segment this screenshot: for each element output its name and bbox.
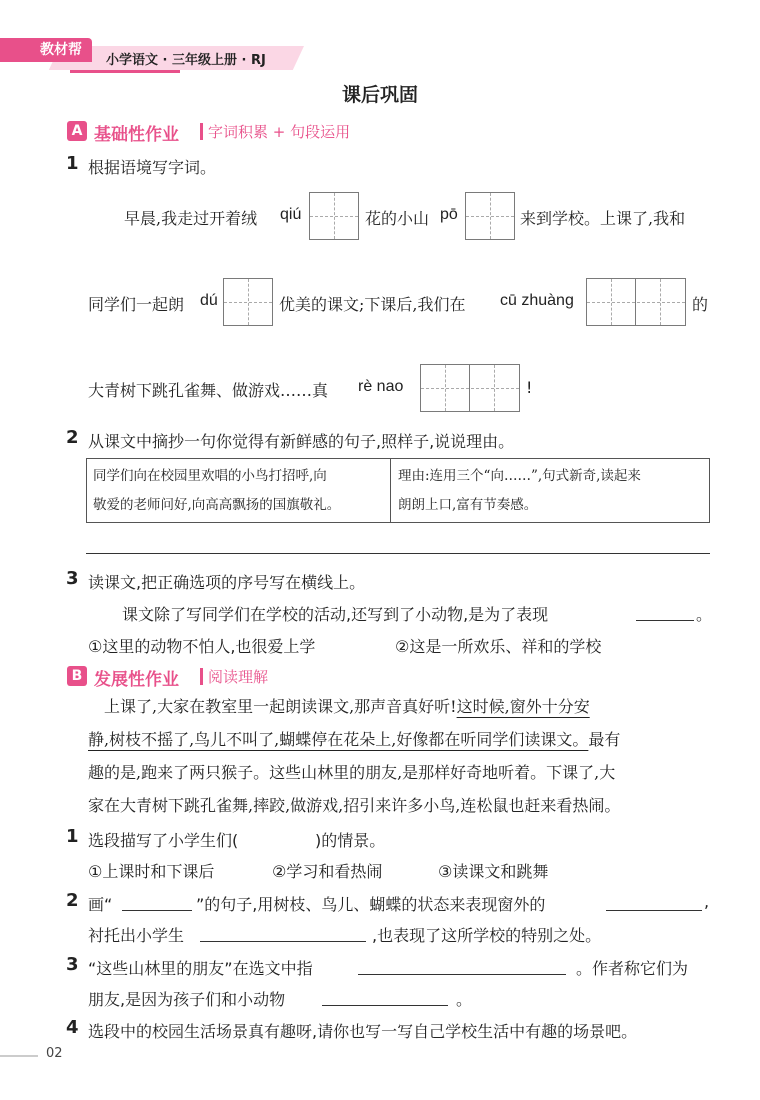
q1-line3-a: 大青树下跳孔雀舞、做游戏……真 [88, 381, 329, 400]
b2-number: 2 [66, 890, 79, 911]
section-a-badge: A [67, 121, 87, 141]
q2-answer-line[interactable] [86, 553, 710, 554]
b3-b: 。作者称它们为 [576, 959, 689, 978]
q1-line1-b: 花的小山 [365, 209, 430, 228]
section-b-badge: B [67, 666, 87, 686]
q3-option-1: ①这里的动物不怕人,也很爱上学 [88, 637, 316, 656]
b3-blank-1[interactable] [358, 974, 566, 975]
q1-pinyin-du: dú [200, 292, 218, 309]
q1-pinyin-qiu: qiú [280, 206, 302, 223]
q3-text: 读课文,把正确选项的序号写在横线上。 [88, 573, 366, 592]
example-reason [392, 459, 708, 522]
b3-number: 3 [66, 954, 79, 975]
b3-a: “这些山林里的朋友”在选文中指 [88, 959, 313, 978]
q1-line3-c: ! [526, 378, 533, 397]
q1-line1-a: 早晨,我走过开着绒 [124, 209, 258, 228]
passage-line2-b: 最有 [588, 730, 621, 749]
example-sentence-line1: 同学们向在校园里欢唱的小鸟打招呼,向 [93, 468, 327, 484]
passage-line4: 家在大青树下跳孔雀舞,摔跤,做游戏,招引来许多小鸟,连松鼠也赶来看热闹。 [88, 796, 621, 815]
section-b-title: 发展性作业 [94, 670, 179, 690]
b1-option-3: ③读课文和跳舞 [438, 862, 549, 881]
section-b-subtitle: 阅读理解 [208, 668, 269, 686]
passage-line3: 趣的是,跑来了两只猴子。这些山林里的朋友,是那样好奇地听着。下课了,大 [88, 763, 616, 782]
passage-line1-underlined: 这时候,窗外十分安 [456, 697, 590, 716]
answer-box-du[interactable] [223, 278, 273, 326]
q1-pinyin-po: pō [440, 206, 458, 223]
b1-number: 1 [66, 826, 79, 847]
header-underline [70, 70, 180, 73]
b1-option-2: ②学习和看热闹 [272, 862, 383, 881]
q1-line1-c: 来到学校。上课了,我和 [520, 209, 686, 228]
b2-a: 画“ [88, 895, 113, 914]
answer-box-cuzhuang[interactable] [586, 278, 686, 326]
b3-blank-2[interactable] [322, 1005, 448, 1006]
subject-label: 小学语文 · 三年级上册 · RJ [106, 53, 266, 68]
q3-option-2: ②这是一所欢乐、祥和的学校 [395, 637, 602, 656]
q1-line2-a: 同学们一起朗 [88, 295, 185, 314]
answer-box-po[interactable] [465, 192, 515, 240]
passage-line2 [88, 723, 620, 756]
passage-line1-a: 上课了,大家在教室里一起朗读课文,那声音真好听! [104, 697, 457, 716]
example-reason-line1: 理由:连用三个“向……”,句式新奇,读起来 [398, 468, 641, 484]
brand-tab: 教材帮 [0, 38, 92, 62]
section-a-title: 基础性作业 [94, 125, 179, 145]
q1-pinyin-cuzhuang: cū zhuàng [500, 292, 574, 309]
section-b-divider [200, 668, 203, 685]
page-number: 02 [46, 1046, 63, 1061]
b2-c: , [704, 892, 710, 911]
q1-line2-c: 的 [692, 295, 709, 314]
q3-number: 3 [66, 568, 79, 589]
q3-answer-blank[interactable] [636, 620, 694, 621]
q3-stem: 课文除了写同学们在学校的活动,还写到了小动物,是为了表现 [122, 605, 549, 624]
passage-line2-underlined: 静,树枝不摇了,鸟儿不叫了,蝴蝶停在花朵上,好像都在听同学们读课文。 [88, 730, 589, 749]
page-title: 课后巩固 [341, 84, 418, 106]
example-reason-line2: 朗朗上口,富有节奏感。 [398, 497, 538, 513]
example-sentence-line2: 敬爱的老师问好,向高高飘扬的国旗敬礼。 [93, 497, 341, 513]
b4-number: 4 [66, 1017, 79, 1038]
b1-text-b: )的情景。 [315, 831, 386, 850]
example-table [86, 458, 710, 523]
b2-blank-1[interactable] [122, 910, 192, 911]
b2-blank-2[interactable] [606, 910, 702, 911]
q2-number: 2 [66, 427, 79, 448]
b1-text-a: 选段描写了小学生们( [88, 831, 239, 850]
section-a-subtitle: 字词积累 + 句段运用 [208, 123, 351, 141]
b2-blank-3[interactable] [200, 941, 366, 942]
q2-text: 从课文中摘抄一句你觉得有新鲜感的句子,照样子,说说理由。 [88, 432, 515, 451]
q1-number: 1 [66, 153, 79, 174]
answer-box-qiu[interactable] [309, 192, 359, 240]
q1-pinyin-renao: rè nao [358, 378, 404, 395]
section-a-divider [200, 123, 203, 140]
b2-d: 衬托出小学生 [88, 926, 185, 945]
answer-box-renao[interactable] [420, 364, 520, 412]
b3-d: 。 [456, 990, 473, 1009]
b1-option-1: ①上课时和下课后 [88, 862, 215, 881]
q1-line2-b: 优美的课文;下课后,我们在 [279, 295, 466, 314]
b4-text: 选段中的校园生活场景真有趣呀,请你也写一写自己学校生活中有趣的场景吧。 [88, 1022, 638, 1041]
b2-e: ,也表现了这所学校的特别之处。 [372, 926, 602, 945]
footer-line [0, 1055, 38, 1057]
q3-end: 。 [696, 605, 713, 624]
passage-line1 [104, 690, 590, 723]
b2-b: ”的句子,用树枝、鸟儿、蝴蝶的状态来表现窗外的 [196, 895, 546, 914]
b3-c: 朋友,是因为孩子们和小动物 [88, 990, 286, 1009]
example-sentence [87, 459, 390, 522]
q1-text: 根据语境写字词。 [88, 158, 217, 177]
